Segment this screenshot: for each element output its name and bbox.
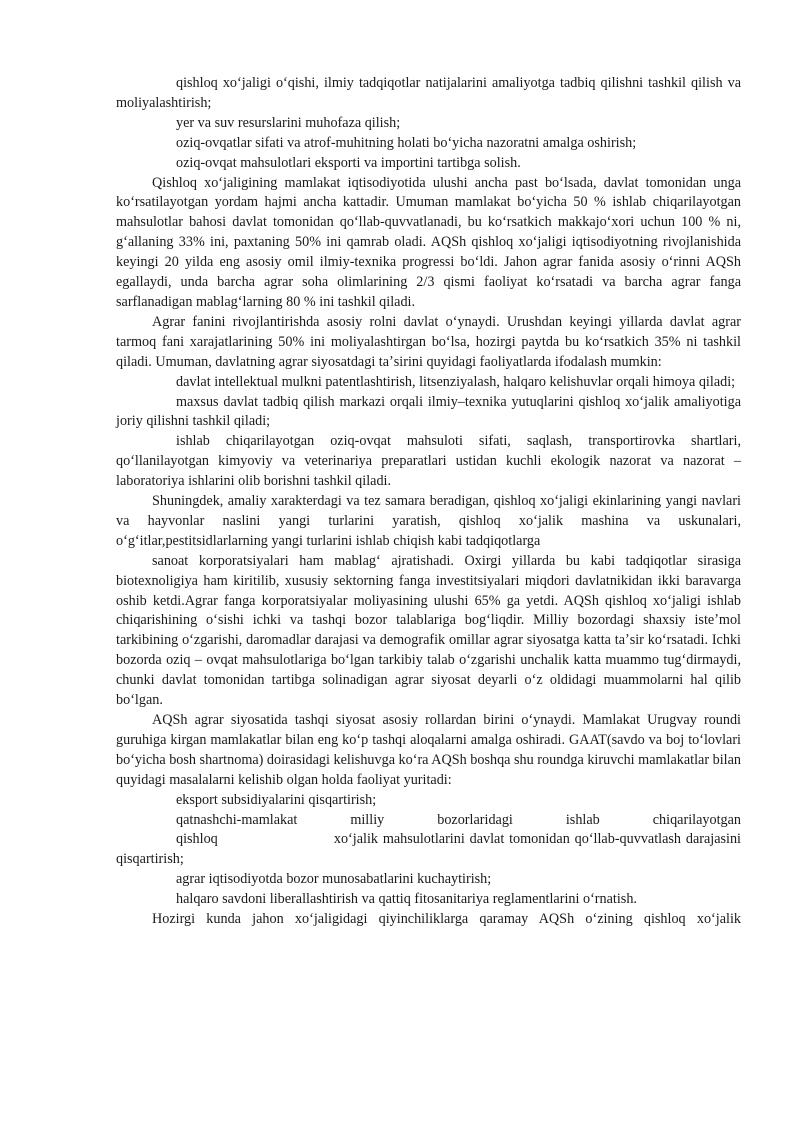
paragraph: Hozirgi kunda jahon xoʻjaligidagi qiyinchiliklarga qaramay AQSh oʻzining qishloq xoʻjalik (152, 911, 741, 928)
list-item: ishlab chiqarilayotgan oziq-ovqat mahsuloti sifati, saqlash, transportirovka shartlari, qoʻllanilayotgan kimyoviy va veterinariya preparatlari ustidan kuchli ekologik nazorat va nazorat – laboratoriya ishlarini olib borishni tashkil qiladi. (116, 433, 741, 490)
paragraph: AQSh agrar siyosatida tashqi siyosat asosiy rollardan birini oʻynaydi. Mamlakat Urugvay roundi guruhiga kirgan mamlakatlar bilan eng koʻp tashqi aloqalarni amalga oshiradi. GAAT(savdo va boj toʻlovlari boʻyicha bosh shartnoma) doirasidagi kelishuvga koʻra AQSh boshqa shu roundga kiruvchi mamlakatlar bilan quyidagi masalalarni kelishib olgan holda faoliyat yuritadi: (116, 712, 741, 788)
list-item: maxsus davlat tadbiq qilish markazi orqali ilmiy–texnika yutuqlarini qishloq xoʻjalik amaliyotiga joriy qilishni tashkil qiladi; (116, 393, 741, 430)
list-item: yer va suv resurslarini muhofaza qilish; (176, 114, 401, 131)
list-item: oziq-ovqatlar sifati va atrof-muhitning holati boʻyicha nazoratni amalga oshirish; (176, 134, 637, 151)
list-item: agrar iqtisodiyotda bozor munosabatlarini kuchaytirish; (176, 871, 492, 888)
list-item: halqaro savdoni liberallashtirish va qattiq fitosanitariya reglamentlarini oʻrnatish. (176, 891, 637, 908)
document-body (116, 74, 745, 930)
list-item: davlat intellektual mulkni patentlashtirish, litsenziyalash, halqaro kelishuvlar orqali himoya qiladi; (176, 373, 736, 390)
list-item: eksport subsidiyalarini qisqartirish; (176, 791, 377, 808)
paragraph: Qishloq xoʻjaligining mamlakat iqtisodiyotida ulushi ancha past boʻlsada, davlat tomonidan unga koʻrsatilayotgan yordam hajmi ancha kattadir. Umuman mamlakat boʻyicha 50 % ishlab chiqarilayotgan mahsulotlar bahosi davlat tomonidan qoʻllab-quvvatlanadi, bu koʻrsatkich makkajoʻxori uchun 100 % ni, gʻallaning 33% ini, paxtaning 50% ini qamrab oladi. AQSh qishloq xoʻjaligi iqtisodiyotning rivojlanishida keyingi 20 yilda eng asosiy omil ilmiy-texnika progressi boʻldi. Jahon agrar fanida asosiy oʻrinni AQSh egallaydi, unda barcha agrar soha olimlarining 2/3 qismi faoliyat koʻrsatadi va barcha agrar fanga sarflanadigan mablagʻlarning 80 % ini tashkil qiladi. (116, 174, 741, 310)
list-item: oziq-ovqat mahsulotlari eksporti va importini tartibga solish. (176, 154, 521, 171)
paragraph: Shuningdek, amaliy xarakterdagi va tez samara beradigan, qishloq xoʻjaligi ekinlarining yangi navlari va hayvonlar naslini yangi turlarini yaratish, qishloq xoʻjalik mashina va uskunalari, oʻgʻitlar,pestitsidlarlarning yangi turlarini ishlab chiqish kabi tadqiqotlarga (116, 493, 741, 549)
paragraph: Agrar fanini rivojlantirishda asosiy rolni davlat oʻynaydi. Urushdan keyingi yillarda davlat agrar tarmoq fani xarajatlarining 50% ini moliyalashtirgan boʻlsa, hozirgi paytda bu koʻrsatkich 35% ni tashkil qiladi. Umuman, davlatning agrar siyosatdagi taʼsirini quyidagi faoliyatlarda ifodalash mumkin: (116, 313, 741, 370)
list-item-continuation: qishloq xoʻjalik mahsulotlarini davlat tomonidan qoʻllab-quvvatlash darajasini qisqartirish; (116, 831, 745, 868)
paragraph: sanoat korporatsiyalari ham mablagʻ ajratishadi. Oxirgi yillarda bu kabi tadqiqotlar sirasiga biotexnoligiya ham kiritilib, xususiy sektorning fanga investitsiyalari miqdori davlatnikidan ikki baravarga oshib ketdi.Agrar fanga korporatsiyalar moliyasining ulushi 65% ga yetdi. AQSh qishloq xoʻjaligi ishlab chiqarishining oʻsishi ichki va tashqi bozor talablariga bogʻliqdir. Milliy bozordagi shaxsiy isteʼmol tarkibining oʻzgarishi, daromadlar darajasi va demografik omillar agrar siyosatga katta taʼsir koʻrsatadi. Ichki bozorda oziq – ovqat mahsulotlariga boʻlgan tarkibiy talab oʻzgarishi unchalik katta muammo tugʻdirmaydi, chunki davlat tomonidan tartibga solinadigan agrar siyosat deyarli oʻz oldidagi muammolarni hal qilib boʻlgan. (116, 552, 741, 709)
list-item: qatnashchi-mamlakat milliy bozorlaridagi ishlab chiqarilayotgan (176, 811, 741, 828)
paragraph: qishloq xoʻjaligi oʻqishi, ilmiy tadqiqotlar natijalarini amaliyotga tadbiq qilishni tashkil qilish va moliyalashtirish; (116, 75, 741, 111)
